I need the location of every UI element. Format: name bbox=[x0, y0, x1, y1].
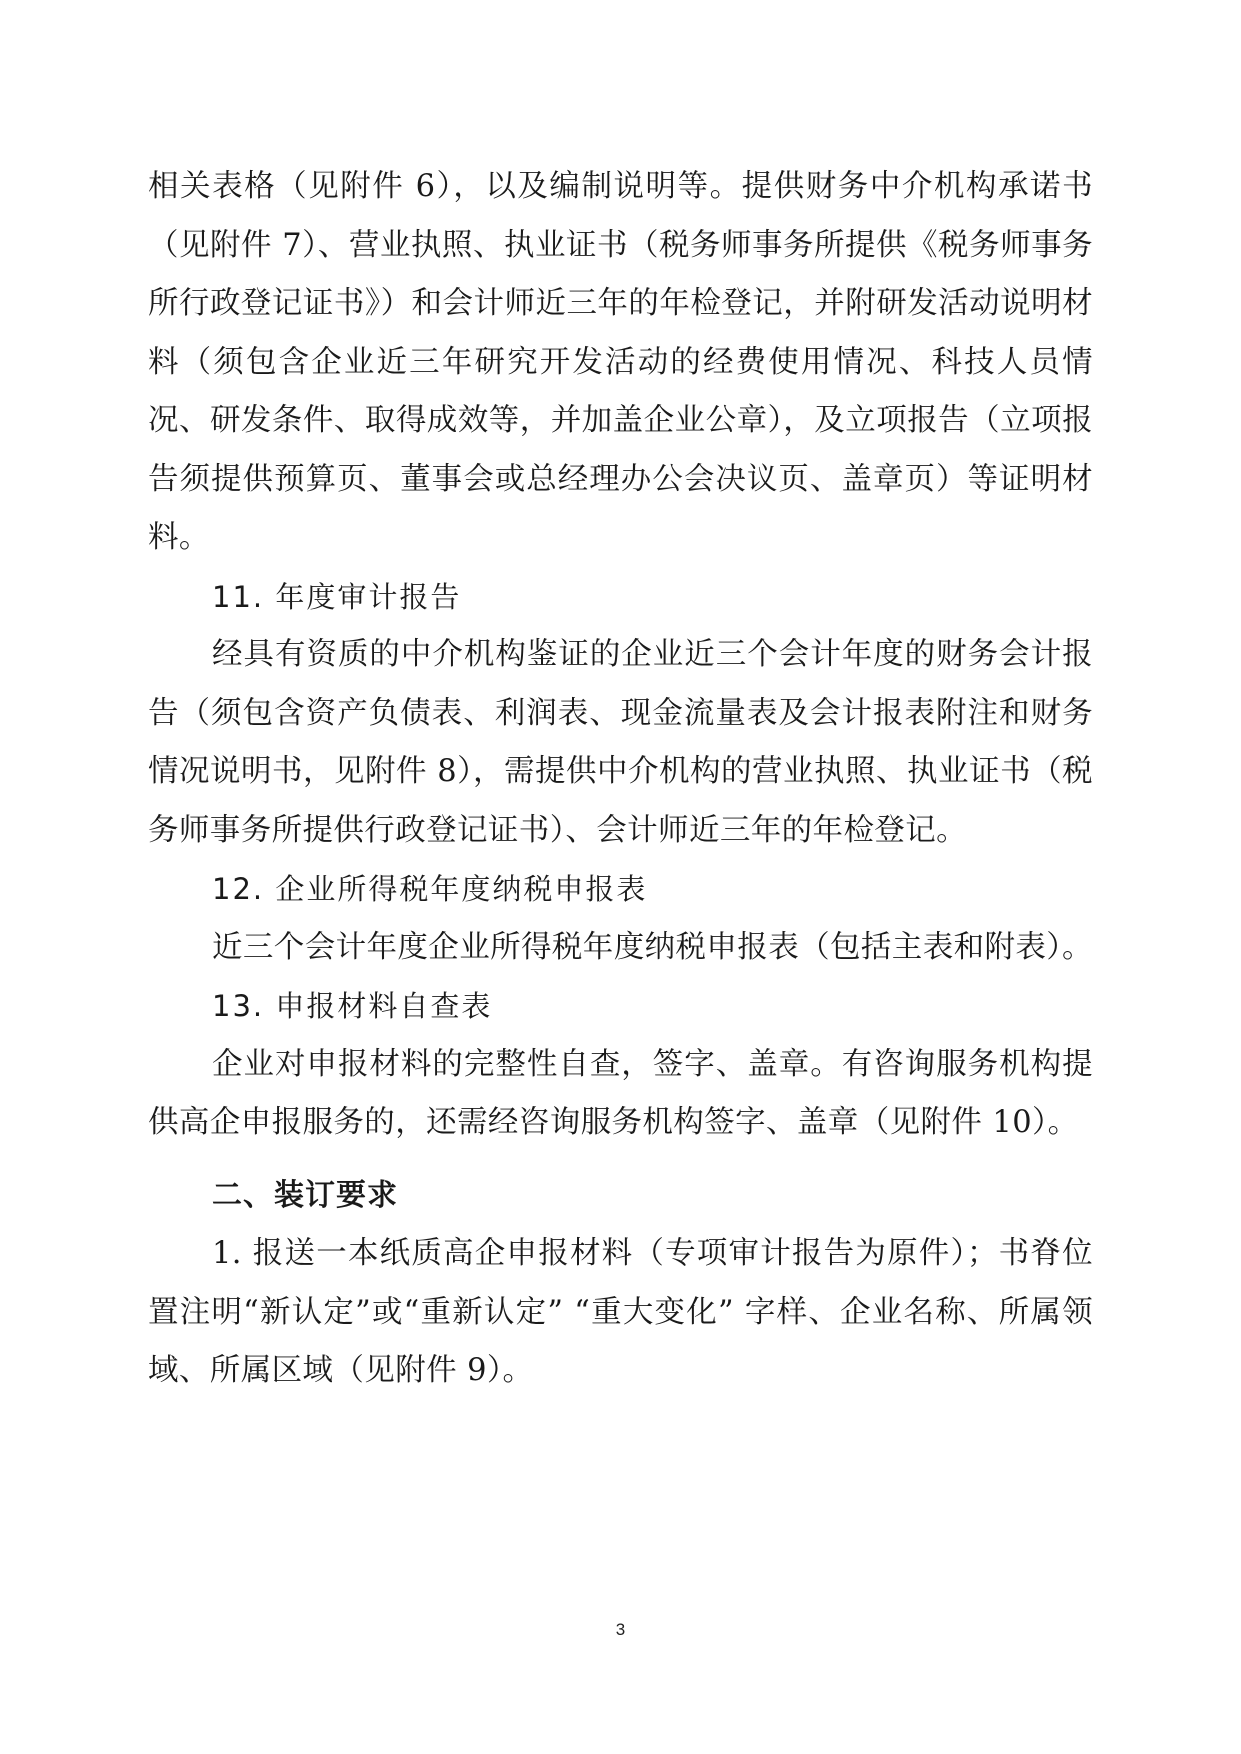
paragraph-self-check: 企业对申报材料的完整性自查，签字、盖章。有咨询服务机构提供高企申报服务的，还需经咨询服务机构签字、盖章（见附件 10）。 bbox=[148, 1046, 1093, 1140]
paragraph-binding-1: 1. 报送一本纸质高企申报材料（专项审计报告为原件）；书脊位置注明“新认定”或“重新认定” “重大变化” 字样、企业名称、所属领域、所属区域（见附件 9）。 bbox=[148, 1236, 1093, 1388]
paragraph-tax-return: 近三个会计年度企业所得税年度纳税申报表（包括主表和附表）。 bbox=[212, 929, 1093, 965]
section-heading-binding: 二、装订要求 bbox=[212, 1177, 398, 1213]
paragraph-audit-report: 经具有资质的中介机构鉴证的企业近三个会计年度的财务会计报告（须包含资产负债表、利润表、现金流量表及会计报表附注和财务情况说明书，见附件 8），需提供中介机构的营业执照、执业证书（税务师事务所提供行政登记证书）、会计师近三年的年检登记。 bbox=[148, 637, 1093, 848]
item-heading-11: 11. 年度审计报告 bbox=[212, 579, 462, 614]
item-heading-13: 13. 申报材料自查表 bbox=[212, 989, 493, 1023]
page-number: 3 bbox=[615, 1620, 626, 1639]
paragraph-continuation: 相关表格（见附件 6），以及编制说明等。提供财务中介机构承诺书（见附件 7）、营业执照、执业证书（税务师事务所提供《税务师事务所行政登记证书》）和会计师近三年的年检登记，并附研发活动说明材料（须包含企业近三年研究开发活动的经费使用情况、科技人员情况、研发条件、取得成效等，并加盖企业公章），及立项报告（立项报告须提供预算页、董事会或总经理办公会决议页、盖章页）等证明材料。 bbox=[148, 169, 1093, 555]
item-heading-12: 12. 企业所得税年度纳税申报表 bbox=[212, 872, 648, 906]
document-body bbox=[148, 158, 1093, 1401]
